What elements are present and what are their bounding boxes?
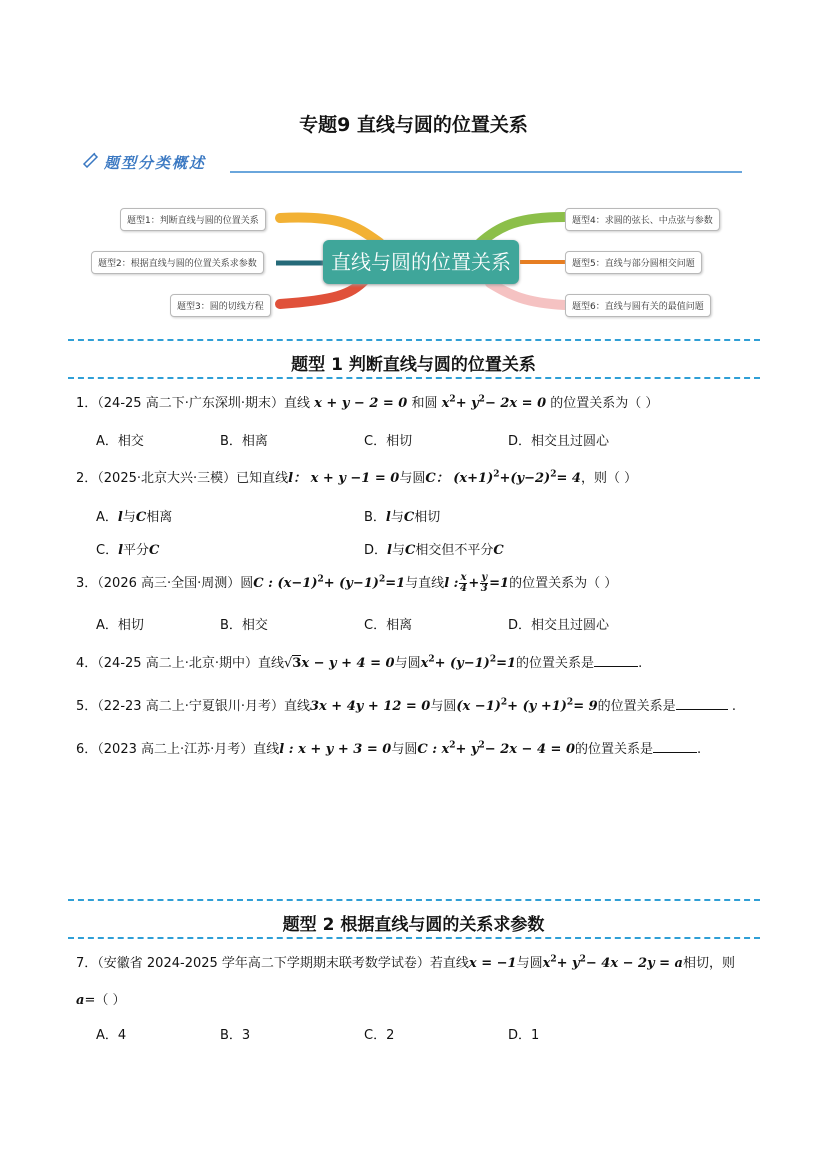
answer-blank[interactable] [594,654,638,667]
question-3: 3．（2026 高三·全国·周测）圆C : $(x-1)^2+ (y-1)^2=1$与直线l : $\frac{x}{4}$ + $\frac{y}{3}$ =1的位置关系为（ ） [76,572,618,594]
option-b: B．相交 [220,618,268,633]
option-d: D．l与C相交但不平分C [364,543,504,558]
section-2-title: 题型 2 根据直线与圆的关系求参数 [282,915,545,935]
mindmap-node-5: 题型5：直线与部分圆相交问题 [565,251,702,274]
mindmap-node-2: 题型2：根据直线与圆的位置关系求参数 [91,251,264,274]
option-a: A．4 [96,1028,127,1043]
question-1: 1．（24-25 高二下·广东深圳·期末）直线 x + y − 2 = 0 和圆 $x^2+ y^2- 2x = 0$ 的位置关系为（ ） [76,394,659,411]
option-a: A．相切 [96,618,144,633]
mindmap-node-1: 题型1：判断直线与圆的位置关系 [120,208,266,231]
overview-divider [230,171,742,173]
question-4: 4．（24-25 高二上·北京·期中）直线√3x − y + 4 = 0与圆$x^2+ (y-1)^2=1$的位置关系是 . [76,654,643,671]
question-5: 5．（22-23 高二上·宁夏银川·月考）直线3x + 4y + 12 = 0与圆$(x -1)^2+ (y +1)^2= 9$的位置关系是 . [76,697,736,714]
option-d: D．1 [508,1028,540,1043]
option-b: B．l与C相切 [364,510,441,525]
answer-blank[interactable] [676,697,728,710]
question-2: 2．（2025·北京大兴·三模）已知直线l： x + y −1 = 0与圆C： $(x+1)^2+(y-2)^2= 4$，则（ ） [76,469,638,486]
equation: x + y − 2 = 0 [314,396,408,411]
overview-label: 题型分类概述 [104,154,207,172]
pencil-icon [82,150,100,168]
section-1-title: 题型 1 判断直线与圆的位置关系 [291,355,536,375]
option-c: C．2 [364,1028,395,1043]
mindmap-node-6: 题型6：直线与圆有关的最值问题 [565,294,711,317]
section-divider [68,377,760,379]
mindmap-center: 直线与圆的位置关系 [323,240,519,284]
section-divider [68,899,760,901]
question-7-line-2: a=（ ） [76,993,126,1008]
question-7: 7．（安徽省 2024-2025 学年高二下学期期末联考数学试卷）若直线x = −1与圆$x^2+ y^2- 4x - 2y = a$相切，则 [76,954,736,971]
option-c: C．相离 [364,618,413,633]
option-c: C．相切 [364,434,413,449]
option-b: B．相离 [220,434,268,449]
option-a: A．l与C相离 [96,510,173,525]
mindmap-node-3: 题型3：圆的切线方程 [170,294,271,317]
section-divider [68,937,760,939]
option-c: C．l平分C [96,543,160,558]
section-divider [68,339,760,341]
option-b: B．3 [220,1028,251,1043]
option-d: D．相交且过圆心 [508,618,610,633]
answer-blank[interactable] [653,740,697,753]
option-d: D．相交且过圆心 [508,434,610,449]
mindmap-node-4: 题型4：求圆的弦长、中点弦与参数 [565,208,720,231]
option-a: A．相交 [96,434,144,449]
page-title: 专题9 直线与圆的位置关系 [299,114,528,136]
question-6: 6．（2023 高二上·江苏·月考）直线l : x + y + 3 = 0与圆C : $x^2+ y^2- 2x - 4 = 0$的位置关系是 . [76,740,702,757]
